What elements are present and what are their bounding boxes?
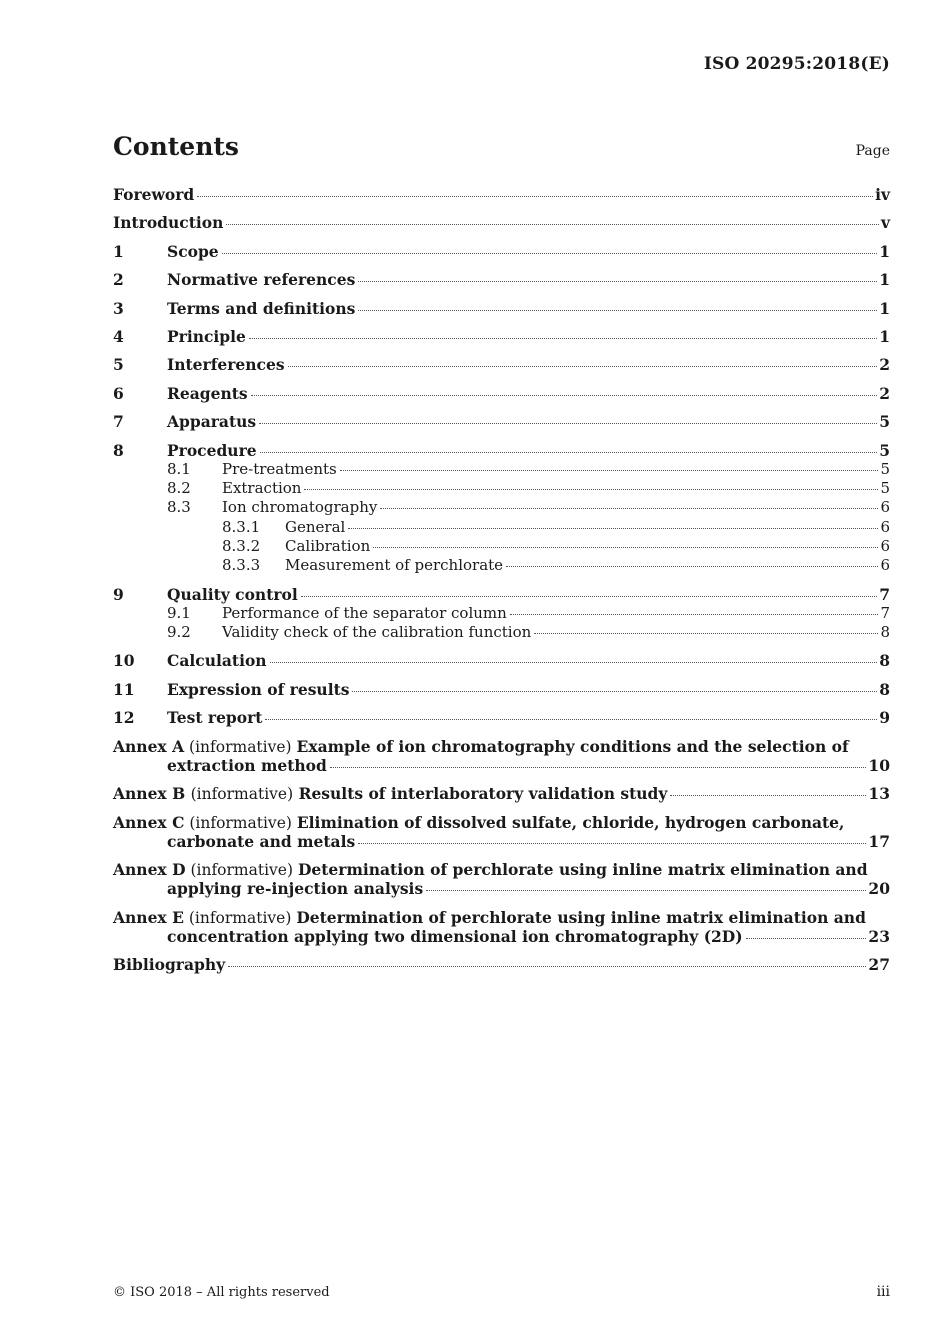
annex-id: Annex A bbox=[113, 736, 185, 756]
dot-leader bbox=[380, 508, 878, 509]
annex-id: Annex C bbox=[113, 812, 185, 832]
toc-entry-page: 2 bbox=[879, 383, 890, 403]
toc-entry-section-8-3[interactable] bbox=[113, 498, 890, 517]
dot-leader bbox=[746, 938, 867, 939]
toc-entry-page: 23 bbox=[868, 927, 890, 947]
toc-entry-title: Foreword bbox=[113, 185, 195, 204]
toc-entry-section-3[interactable] bbox=[113, 299, 890, 327]
toc-entry-annex-a[interactable] bbox=[113, 737, 890, 776]
toc-entry-page: 5 bbox=[879, 412, 890, 432]
toc-entry-number: 6 bbox=[113, 383, 124, 403]
dot-leader bbox=[228, 966, 866, 967]
toc-entry-section-8-3-3[interactable] bbox=[113, 556, 890, 575]
toc-entry-number: 8.2 bbox=[167, 479, 191, 498]
toc-entry-page: 10 bbox=[868, 755, 890, 775]
dot-leader bbox=[510, 614, 879, 615]
toc-entry-number: 8.3.1 bbox=[222, 517, 261, 536]
dot-leader bbox=[358, 281, 877, 282]
annex-informative: (informative) bbox=[189, 813, 292, 832]
toc-entry-section-8-1[interactable] bbox=[113, 460, 890, 479]
annex-informative: (informative) bbox=[190, 785, 294, 804]
toc-entry-section-8-3-2[interactable] bbox=[113, 537, 890, 556]
section-gap bbox=[113, 642, 890, 651]
annex-heading bbox=[113, 784, 890, 803]
toc-entry-number: 8.3.3 bbox=[222, 556, 261, 575]
toc-entry-page: 6 bbox=[880, 498, 890, 517]
dot-leader bbox=[288, 366, 878, 367]
annex-title: carbonate and metals bbox=[167, 831, 356, 851]
dot-leader bbox=[534, 633, 878, 634]
toc-entry-number: 7 bbox=[113, 412, 124, 432]
toc-entry-number: 4 bbox=[113, 326, 124, 346]
annex-id: Annex D bbox=[113, 860, 186, 880]
dot-leader bbox=[352, 691, 877, 692]
toc-entry-page: 27 bbox=[868, 955, 890, 975]
annex-title: Determination of perchlorate using inline matrix elimination and bbox=[297, 860, 868, 880]
toc-entry-page: 6 bbox=[880, 537, 890, 555]
annex-title-continued bbox=[113, 879, 890, 898]
dot-leader bbox=[259, 423, 877, 424]
toc-entry-page: 8 bbox=[879, 679, 890, 699]
toc-entry-page: 7 bbox=[880, 603, 890, 622]
toc-entry-title: Validity check of the calibration function bbox=[222, 623, 532, 642]
toc-entry-page: 1 bbox=[879, 298, 890, 318]
toc-entry-section-1[interactable] bbox=[113, 242, 890, 270]
toc-entry-number: 5 bbox=[113, 355, 124, 375]
toc-entry-section-9[interactable] bbox=[113, 585, 890, 604]
page-column-label: Page bbox=[855, 143, 890, 159]
toc-entry-page: 5 bbox=[880, 479, 890, 498]
annex-heading bbox=[113, 813, 890, 832]
annex-id: Annex E bbox=[113, 907, 184, 927]
annex-informative: (informative) bbox=[189, 737, 292, 756]
toc-entry-title: Bibliography bbox=[113, 955, 226, 975]
toc-entry-title: Test report bbox=[167, 708, 263, 728]
dot-leader bbox=[260, 452, 878, 453]
toc-entry-title: Measurement of perchlorate bbox=[285, 556, 504, 575]
toc-entry-page: 8 bbox=[880, 623, 890, 642]
dot-leader bbox=[226, 224, 879, 225]
toc-entry-title: Reagents bbox=[167, 383, 248, 403]
annex-title: concentration applying two dimensional ion chromatography (2D) bbox=[167, 927, 743, 947]
toc-entry-number: 2 bbox=[113, 270, 124, 290]
toc-entry-title: General bbox=[285, 517, 346, 536]
annex-informative: (informative) bbox=[188, 908, 292, 927]
toc-entry-number: 8 bbox=[113, 440, 124, 460]
toc-entry-page: 6 bbox=[880, 556, 890, 575]
annex-title: extraction method bbox=[167, 755, 327, 775]
annex-title: Elimination of dissolved sulfate, chloride, hydrogen carbonate, bbox=[296, 812, 845, 832]
toc-entry-annex-c[interactable] bbox=[113, 813, 890, 852]
dot-leader bbox=[270, 662, 878, 663]
annex-title-continued bbox=[113, 927, 890, 946]
toc-entry-title: Apparatus bbox=[167, 412, 257, 432]
toc-entry-number: 11 bbox=[113, 679, 135, 699]
toc-entry-page: 9 bbox=[879, 708, 890, 728]
toc-entry-title: Calculation bbox=[167, 651, 267, 671]
annex-heading bbox=[113, 908, 890, 927]
toc-entry-title: Calibration bbox=[285, 537, 371, 555]
dot-leader bbox=[197, 196, 873, 197]
dot-leader bbox=[348, 528, 878, 529]
dot-leader bbox=[265, 719, 877, 720]
toc-entry-number: 8.3 bbox=[167, 498, 191, 517]
section-gap bbox=[113, 576, 890, 585]
page-title: Contents bbox=[113, 132, 240, 161]
toc-entry-number: 3 bbox=[113, 298, 124, 318]
dot-leader bbox=[670, 795, 866, 796]
dot-leader bbox=[340, 470, 879, 471]
copyright-notice: © ISO 2018 – All rights reserved bbox=[113, 1285, 330, 1300]
toc-entry-section-6[interactable] bbox=[113, 384, 890, 412]
toc-entry-title: Principle bbox=[167, 326, 246, 346]
toc-entry-title: Pre-treatments bbox=[222, 459, 337, 478]
toc-entry-number: 8.3.2 bbox=[222, 537, 261, 555]
annex-id: Annex B bbox=[113, 784, 186, 804]
table-of-contents bbox=[113, 185, 890, 984]
annex-title: Determination of perchlorate using inline matrix elimination and bbox=[296, 907, 866, 927]
toc-entry-section-8[interactable] bbox=[113, 441, 890, 460]
toc-entry-number: 9.1 bbox=[167, 603, 191, 622]
dot-leader bbox=[358, 843, 866, 844]
dot-leader bbox=[358, 310, 877, 311]
toc-entry-title: Normative references bbox=[167, 270, 356, 290]
toc-entry-section-5[interactable] bbox=[113, 355, 890, 383]
annex-title-continued bbox=[113, 756, 890, 775]
toc-entry-page: 20 bbox=[868, 879, 890, 899]
toc-entry-page: 13 bbox=[868, 784, 890, 804]
dot-leader bbox=[249, 338, 877, 339]
dot-leader bbox=[506, 566, 878, 567]
toc-entry-annex-b[interactable] bbox=[113, 784, 890, 803]
annex-title-continued bbox=[113, 832, 890, 851]
toc-entry-page: v bbox=[880, 213, 890, 233]
toc-entry-number: 1 bbox=[113, 241, 124, 261]
toc-entry-annex-e[interactable] bbox=[113, 908, 890, 947]
toc-entry-section-11[interactable] bbox=[113, 680, 890, 708]
toc-entry-title: Extraction bbox=[222, 479, 302, 498]
annex-heading bbox=[113, 860, 890, 879]
dot-leader bbox=[222, 253, 878, 254]
toc-entry-section-7[interactable] bbox=[113, 412, 890, 440]
annex-title: applying re-injection analysis bbox=[167, 879, 424, 899]
document-id: ISO 20295:2018(E) bbox=[703, 54, 890, 74]
toc-entry-page: 2 bbox=[879, 355, 890, 375]
toc-entry-page: iv bbox=[875, 185, 890, 204]
toc-entry-page: 7 bbox=[879, 584, 890, 604]
annex-heading-text bbox=[113, 784, 667, 803]
dot-leader bbox=[330, 767, 867, 768]
dot-leader bbox=[373, 547, 878, 548]
toc-entry-section-2[interactable] bbox=[113, 270, 890, 298]
toc-entry-title: Terms and definitions bbox=[167, 298, 356, 318]
dot-leader bbox=[426, 890, 866, 891]
annex-informative: (informative) bbox=[190, 861, 294, 880]
toc-entry-number: 9.2 bbox=[167, 623, 191, 642]
toc-entry-title: Introduction bbox=[113, 213, 224, 233]
toc-entry-title: Ion chromatography bbox=[222, 498, 378, 517]
dot-leader bbox=[251, 395, 878, 396]
toc-entry-foreword[interactable] bbox=[113, 185, 890, 213]
toc-entry-page: 1 bbox=[879, 270, 890, 290]
toc-entry-section-8-2[interactable] bbox=[113, 479, 890, 498]
toc-entry-section-9-2[interactable] bbox=[113, 623, 890, 642]
toc-entry-page: 1 bbox=[879, 326, 890, 346]
toc-entry-title: Interferences bbox=[167, 355, 285, 375]
toc-entry-number: 10 bbox=[113, 651, 135, 671]
toc-entry-title: Procedure bbox=[167, 440, 257, 460]
toc-entry-page: 6 bbox=[880, 517, 890, 536]
toc-entry-section-8-3-1[interactable] bbox=[113, 518, 890, 537]
toc-entry-page: 1 bbox=[879, 241, 890, 261]
toc-entry-title: Expression of results bbox=[167, 679, 350, 699]
toc-entry-title: Performance of the separator column bbox=[222, 603, 507, 622]
toc-entry-page: 17 bbox=[868, 831, 890, 851]
toc-entry-section-10[interactable] bbox=[113, 651, 890, 679]
toc-entry-page: 5 bbox=[879, 440, 890, 460]
annex-heading bbox=[113, 737, 890, 756]
dot-leader bbox=[304, 489, 878, 490]
toc-entry-section-12[interactable] bbox=[113, 708, 890, 736]
toc-entry-number: 8.1 bbox=[167, 459, 191, 478]
toc-entry-page: 5 bbox=[880, 459, 890, 478]
toc-entry-number: 12 bbox=[113, 708, 135, 728]
annex-title: Example of ion chromatography conditions and the selection of bbox=[296, 736, 849, 756]
dot-leader bbox=[301, 596, 877, 597]
toc-entry-annex-d[interactable] bbox=[113, 860, 890, 899]
toc-entry-title: Scope bbox=[167, 241, 219, 261]
toc-entry-section-9-1[interactable] bbox=[113, 604, 890, 623]
toc-entry-title: Quality control bbox=[167, 584, 298, 604]
toc-entry-number: 9 bbox=[113, 584, 124, 604]
page-number: iii bbox=[876, 1284, 890, 1300]
toc-entry-bibliography[interactable] bbox=[113, 955, 890, 983]
annex-title: Results of interlaboratory validation study bbox=[298, 784, 668, 804]
toc-entry-page: 8 bbox=[879, 651, 890, 671]
toc-entry-section-4[interactable] bbox=[113, 327, 890, 355]
toc-entry-introduction[interactable] bbox=[113, 213, 890, 241]
